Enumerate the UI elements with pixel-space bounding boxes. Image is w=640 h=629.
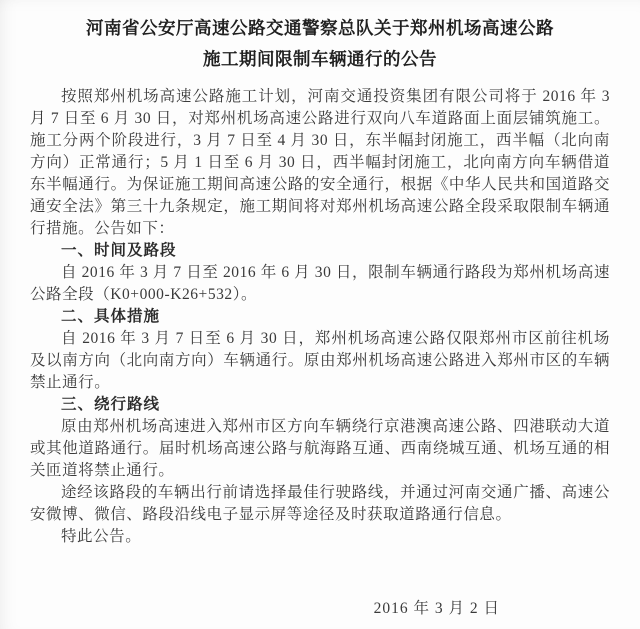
section-2-paragraph: 自 2016 年 3 月 7 日至 6 月 30 日，郑州机场高速公路仅限郑州市区前往机场及以南方向（北向南方向）车辆通行。原由郑州机场高速公路进入郑州市区的车辆禁止通行。 — [30, 330, 610, 391]
document-title-line1: 河南省公安厅高速公路交通警察总队关于郑州机场高速公路 — [86, 18, 554, 38]
section-1-paragraph: 自 2016 年 3 月 7 日至 2016 年 6 月 30 日，限制车辆通行路段为郑州机场高速公路全段（K0+000-K26+532）。 — [30, 264, 610, 303]
document-body — [30, 86, 610, 548]
closing-paragraph: 特此公告。 — [61, 528, 142, 545]
section-2-heading: 二、具体措施 — [61, 308, 161, 325]
advisory-paragraph: 途经该路段的车辆出行前请选择最佳行驶路线，并通过河南交通广播、高速公安微博、微信、路段沿线电子显示屏等途径及时获取道路通行信息。 — [30, 484, 610, 523]
document-date: 2016 年 3 月 2 日 — [373, 600, 500, 617]
section-3-paragraph: 原由郑州机场高速进入郑州市区方向车辆绕行京港澳高速公路、四港联动大道或其他道路通行。届时机场高速公路与航海路互通、西南绕城互通、机场互通的相关匝道将禁止通行。 — [30, 418, 610, 479]
intro-paragraph: 按照郑州机场高速公路施工计划，河南交通投资集团有限公司将于 2016 年 3 月 7 日至 6 月 30 日，对郑州机场高速公路进行双向八车道路面上面层铺筑施工。施工分两个阶段进行，3 月 7 日至 4 月 30 日，东半幅封闭施工，西半幅（北向南方向）正常通行；5 月 1 日至 6 月 30 日，西半幅封闭施工，北向南方向车辆借道东半幅通行。为保证施工期间高速公路的安全通行，根据《中华人民共和国道路交通安全法》第三十九条规定，施工期间将对郑州机场高速公路全段采取限制车辆通行措施。公告如下： — [30, 88, 610, 237]
document-title — [0, 0, 640, 75]
section-3-heading: 三、绕行路线 — [61, 396, 161, 413]
document-title-line2: 施工期间限制车辆通行的公告 — [203, 49, 437, 69]
section-1-heading: 一、时间及路段 — [61, 242, 177, 259]
